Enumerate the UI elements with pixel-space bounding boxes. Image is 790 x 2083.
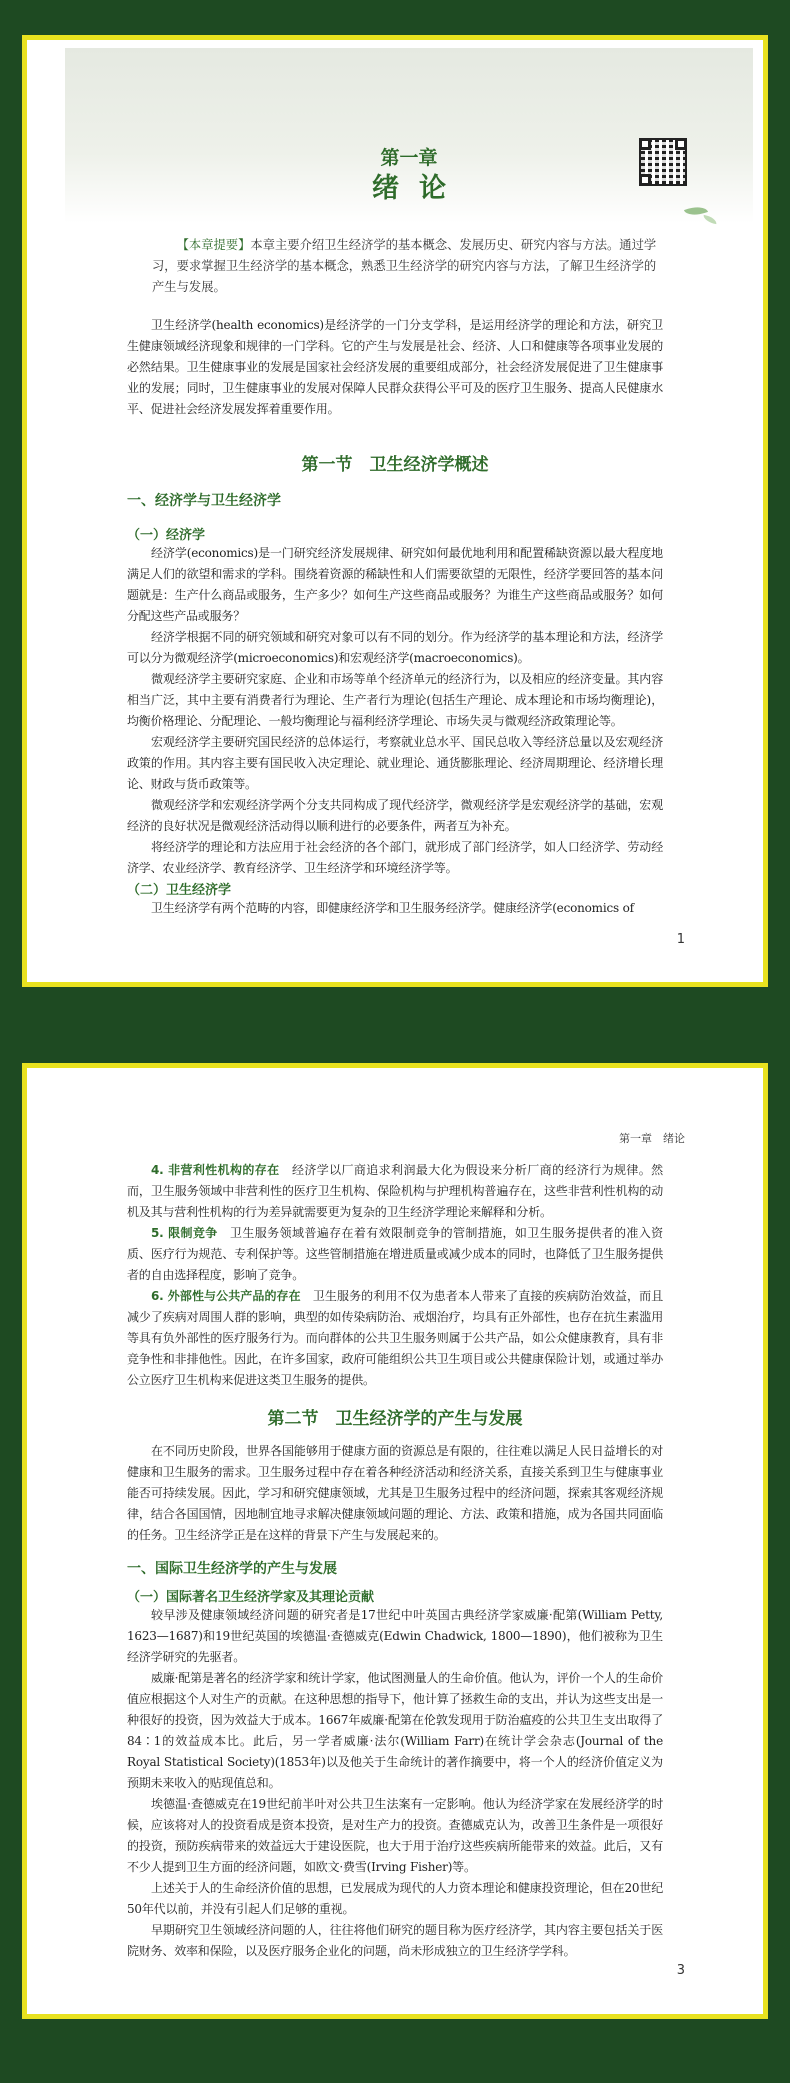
chapter-summary [152, 235, 663, 298]
list-item [127, 1286, 663, 1391]
body-paragraph: 威廉·配第是著名的经济学家和统计学家，他试图测量人的生命价值。他认为，评价一个人的生命价值应根据这个人对生产的贡献。在这种思想的指导下，他计算了拯救生命的支出，并认为这些支出是一种很好的投资，因为效益大于成本。1667年威廉·配第在伦敦发现用于防治瘟疫的公共卫生支出取得了84∶1的效益成本比。此后，另一学者威廉·法尔(William Farr)在统计学会杂志(Journal of the Royal Statistical Society)(1853年)以及他关于生命统计的著作摘要中，将一个人的经济价值定义为预期未来收入的贴现值总和。 [127, 1671, 663, 1790]
chapter-title: 绪论 [372, 173, 466, 204]
body-paragraph: 卫生经济学有两个范畴的内容，即健康经济学和卫生服务经济学。健康经济学(economics of [151, 901, 634, 915]
item-text: 卫生服务的利用不仅为患者本人带来了直接的疾病防治效益，而且减少了疾病对周围人群的影响，典型的如传染病防治、戒烟治疗，均具有正外部性，也存在抗生素滥用等具有负外部性的医疗服务行为。而向群体的公共卫生服务则属于公共产品，如公众健康教育，具有非竞争性和非排他性。因此，在许多国家，政府可能组织公共卫生项目或公共健康保险计划，或通过举办公立医疗卫生机构来促进这类卫生服务的提供。 [127, 1289, 663, 1387]
heading-level-2: 一、国际卫生经济学的产生与发展 [127, 1561, 337, 1577]
qr-eye-icon [639, 174, 651, 186]
body-paragraph: 较早涉及健康领域经济问题的研究者是17世纪中叶英国古典经济学家威廉·配第(William Petty, 1623—1687)和19世纪英国的埃德温·查德威克(Edwin Chadwick, 1800—1890)，他们被称为卫生经济学研究的先驱者。 [127, 1608, 663, 1664]
intro-paragraph: 卫生经济学(health economics)是经济学的一门分支学科，是运用经济学的理论和方法，研究卫生健康领域经济现象和规律的一门学科。它的产生与发展是社会、经济、人口和健康等各项事业发展的必然结果。卫生健康事业的发展是国家社会经济发展的重要组成部分，社会经济发展促进了卫生健康事业的发展；同时，卫生健康事业的发展对保障人民群众获得公平可及的医疗卫生服务、提高人民健康水平、促进社会经济发展发挥着重要作用。 [127, 318, 663, 416]
body-paragraph: 上述关于人的生命经济价值的思想，已发展成为现代的人力资本理论和健康投资理论，但在20世纪50年代以前，并没有引起人们足够的重视。 [127, 1881, 663, 1916]
summary-text: 本章主要介绍卫生经济学的基本概念、发展历史、研究内容与方法。通过学习，要求掌握卫生经济学的基本概念，熟悉卫生经济学的研究内容与方法，了解卫生经济学的产生与发展。 [152, 238, 657, 294]
section-body [127, 1441, 663, 1962]
section-title: 第二节 卫生经济学的产生与发展 [267, 1409, 523, 1429]
body-paragraph: 将经济学的理论和方法应用于社会经济的各个部门，就形成了部门经济学，如人口经济学、劳动经济学、农业经济学、教育经济学、卫生经济学和环境经济学等。 [127, 840, 663, 875]
qr-eye-icon [675, 138, 687, 150]
page-number: 1 [676, 932, 685, 947]
chapter-banner [65, 48, 753, 223]
body-paragraph: 微观经济学和宏观经济学两个分支共同构成了现代经济学，微观经济学是宏观经济学的基础，宏观经济的良好状况是微观经济活动得以顺利进行的必要条件，两者互为补充。 [127, 798, 663, 833]
heading-level-3: （一）经济学 [127, 528, 206, 543]
leaf-decoration-icon [702, 215, 717, 224]
chapter-number: 第一章 [380, 147, 438, 169]
item-text: 经济学以厂商追求利润最大化为假设来分析厂商的经济行为规律。然而，卫生服务领域中非营利性的医疗卫生机构、保险机构与护理机构普遍存在，这些非营利性机构的动机及其与营利性机构的行为差异就需要更为复杂的卫生经济学理论来解释和分析。 [127, 1163, 663, 1219]
body-paragraph: 宏观经济学主要研究国民经济的总体运行，考察就业总水平、国民总收入等经济总量以及宏观经济政策的作用。其内容主要有国民收入决定理论、就业理论、通货膨胀理论、经济周期理论、经济增长理论、财政与货币政策等。 [127, 735, 663, 791]
body-paragraph: 微观经济学主要研究家庭、企业和市场等单个经济单元的经济行为，以及相应的经济变量。其内容相当广泛，其中主要有消费者行为理论、生产者行为理论(包括生产理论、成本理论和市场均衡理论)，均衡价格理论、分配理论、一般均衡理论与福利经济学理论、市场失灵与微观经济政策理论等。 [127, 672, 663, 728]
qr-code-icon [639, 138, 687, 186]
running-head: 第一章 绪论 [619, 1132, 685, 1145]
heading-level-2: 一、经济学与卫生经济学 [127, 493, 281, 509]
item-label: 5. 限制竞争 [151, 1226, 218, 1240]
body-paragraph: 早期研究卫生领域经济问题的人，往往将他们研究的题目称为医疗经济学，其内容主要包括关于医院财务、效率和保险，以及医疗服务企业化的问题，尚未形成独立的卫生经济学学科。 [127, 1923, 663, 1958]
item-label: 4. 非营利性机构的存在 [151, 1163, 280, 1177]
document-page-2 [22, 1063, 768, 2019]
heading-level-3: （一）国际著名卫生经济学家及其理论贡献 [127, 1590, 375, 1605]
body-paragraph: 经济学根据不同的研究领域和研究对象可以有不同的划分。作为经济学的基本理论和方法，经济学可以分为微观经济学(microeconomics)和宏观经济学(macroeconomics)。 [127, 630, 663, 665]
heading-level-3: （二）卫生经济学 [127, 883, 232, 898]
list-item [127, 1223, 663, 1286]
item-text: 卫生服务领域普遍存在着有效限制竞争的管制措施，如卫生服务提供者的准入资质、医疗行为规范、专利保护等。这些管制措施在增进质量或减少成本的同时，也降低了卫生服务提供者的自由选择程度，影响了竞争。 [127, 1226, 663, 1282]
items-block [127, 1160, 663, 1391]
document-page-1 [22, 35, 768, 987]
list-item [127, 1160, 663, 1223]
intro-block [127, 315, 663, 420]
page-number: 3 [676, 1963, 685, 1978]
summary-tag: 【本章提要】 [176, 238, 251, 252]
item-label: 6. 外部性与公共产品的存在 [151, 1289, 301, 1303]
section-title: 第一节 卫生经济学概述 [301, 455, 489, 475]
intro-paragraph: 在不同历史阶段，世界各国能够用于健康方面的资源总是有限的，往往难以满足人民日益增长的对健康和卫生服务的需求。卫生服务过程中存在着各种经济活动和经济关系，直接关系到卫生与健康事业能否可持续发展。因此，学习和研究健康领域，尤其是卫生服务过程中的经济问题，探索其客观经济规律，结合各国国情，因地制宜地寻求解决健康领域问题的理论、方法、政策和措施，成为各国共同面临的任务。卫生经济学正是在这样的背景下产生与发展起来的。 [127, 1444, 663, 1542]
qr-eye-icon [639, 138, 651, 150]
section-body [127, 490, 663, 919]
body-paragraph: 埃德温·查德威克在19世纪前半叶对公共卫生法案有一定影响。他认为经济学家在发展经济学的时候，应该将对人的投资看成是资本投资，是对生产力的投资。查德威克认为，改善卫生条件是一项很好的投资，预防疾病带来的效益远大于建设医院，也大于用于治疗这些疾病所能带来的效益。此后，又有不少人提到卫生方面的经济问题，如欧文·费雪(Irving Fisher)等。 [127, 1797, 663, 1874]
body-paragraph: 经济学(economics)是一门研究经济发展规律、研究如何最优地利用和配置稀缺资源以最大程度地满足人们的欲望和需求的学科。围绕着资源的稀缺性和人们需要欲望的无限性，经济学要回答的基本问题就是：生产什么商品或服务，生产多少？如何生产这些商品或服务？为谁生产这些商品或服务？如何分配这些产品或服务？ [127, 546, 663, 623]
